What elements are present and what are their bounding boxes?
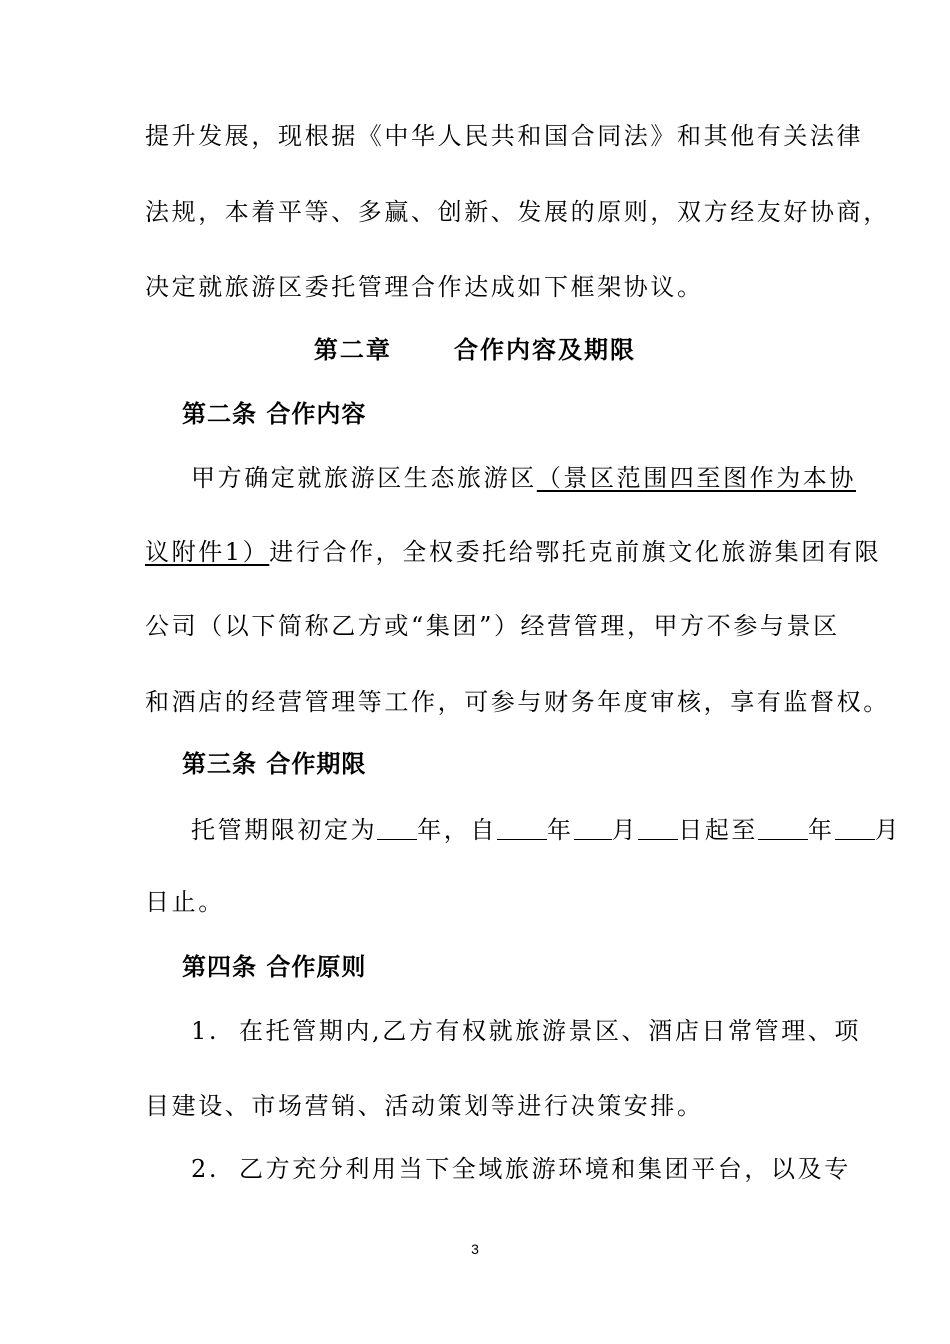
paragraph-line: 公司（以下简称乙方或“集团”）经营管理，甲方不参与景区: [145, 612, 840, 640]
underlined-text: 议附件1）: [145, 538, 270, 566]
text-segment: 甲方确定就旅游区生态旅游区: [191, 464, 537, 492]
text-segment: 进行合作，全权委托给鄂托克前旗文化旅游集团有限: [269, 538, 882, 566]
text-segment: 日起至: [678, 816, 759, 844]
list-number: 1.: [191, 1017, 220, 1045]
paragraph-line: 决定就旅游区委托管理合作达成如下框架协议。: [145, 273, 704, 301]
text-segment: 在托管期内,乙方有权就旅游景区、酒店日常管理、项: [239, 1017, 862, 1045]
text-segment: 乙方充分利用当下全域旅游环境和集团平台，以及专: [239, 1155, 851, 1183]
blank-field: [835, 817, 875, 840]
article-heading: 第三条 合作期限: [182, 749, 367, 778]
blank-field: [758, 817, 808, 840]
text-segment: 月: [611, 816, 639, 844]
paragraph-line: 和酒店的经营管理等工作，可参与财务年度审核，享有监督权。: [145, 688, 890, 716]
blank-field: [638, 817, 678, 840]
article-heading: 第四条 合作原则: [182, 952, 367, 981]
underlined-text: （景区范围四至图作为本协: [536, 464, 857, 492]
paragraph-line: 法规，本着平等、多赢、创新、发展的原则，双方经友好协商，: [145, 198, 890, 226]
paragraph-line: [191, 463, 856, 493]
list-number: 2.: [191, 1155, 220, 1183]
list-item: [191, 1016, 861, 1046]
text-segment: 月: [874, 816, 902, 844]
text-segment: 年: [808, 816, 835, 844]
paragraph-line: [145, 537, 881, 567]
text-segment: 年，自: [417, 816, 498, 844]
list-item: [191, 1154, 851, 1184]
text-segment: 托管期限初定为: [191, 816, 378, 844]
chapter-title: 第二章 合作内容及期限: [313, 335, 637, 364]
page-number: 3: [471, 1241, 479, 1257]
paragraph-line: 日止。: [145, 888, 225, 916]
blank-field: [497, 817, 547, 840]
text-segment: 年: [547, 816, 574, 844]
blank-field: [377, 817, 417, 840]
paragraph-line: 提升发展，现根据《中华人民共和国合同法》和其他有关法律: [145, 122, 864, 150]
article-heading: 第二条 合作内容: [182, 399, 367, 428]
paragraph-line: 目建设、市场营销、活动策划等进行决策安排。: [145, 1092, 704, 1120]
paragraph-line: [191, 815, 901, 845]
blank-field: [574, 817, 612, 840]
